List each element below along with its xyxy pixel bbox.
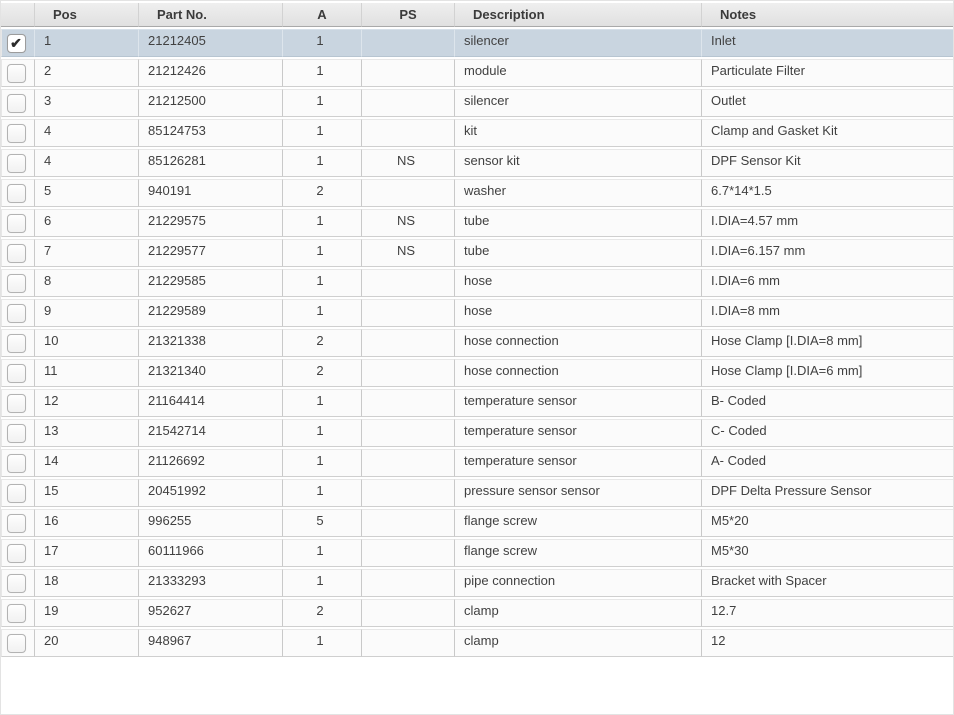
cell-ps [361,569,454,597]
cell-pos: 7 [34,239,138,267]
cell-pos: 19 [34,599,138,627]
cell-a: 2 [282,329,361,357]
cell-pos: 14 [34,449,138,477]
cell-notes: 12 [701,629,954,657]
header-a: A [282,3,361,27]
row-checkbox[interactable] [7,484,26,503]
cell-part-no: 21212426 [138,59,282,87]
checkbox-cell [1,389,34,417]
cell-ps [361,29,454,57]
row-checkbox[interactable] [7,634,26,653]
cell-description: hose connection [454,329,701,357]
cell-ps: NS [361,239,454,267]
cell-part-no: 21212405 [138,29,282,57]
cell-ps: NS [361,149,454,177]
row-checkbox[interactable] [7,244,26,263]
cell-ps [361,599,454,627]
cell-description: tube [454,239,701,267]
cell-notes: Outlet [701,89,954,117]
header-pos: Pos [34,3,138,27]
checkbox-cell [1,629,34,657]
row-checkbox[interactable] [7,514,26,533]
cell-notes: Hose Clamp [I.DIA=8 mm] [701,329,954,357]
cell-ps [361,389,454,417]
table-row[interactable] [1,89,954,117]
cell-pos: 15 [34,479,138,507]
checkbox-cell [1,89,34,117]
table-row[interactable] [1,179,954,207]
cell-part-no: 20451992 [138,479,282,507]
cell-ps [361,299,454,327]
cell-notes: DPF Sensor Kit [701,149,954,177]
cell-part-no: 940191 [138,179,282,207]
table-row[interactable] [1,209,954,237]
cell-part-no: 85126281 [138,149,282,177]
cell-pos: 5 [34,179,138,207]
cell-ps [361,119,454,147]
cell-ps [361,449,454,477]
row-checkbox[interactable] [7,544,26,563]
cell-part-no: 21164414 [138,389,282,417]
cell-notes: I.DIA=8 mm [701,299,954,327]
cell-description: hose [454,299,701,327]
table-body [1,29,954,657]
cell-description: temperature sensor [454,389,701,417]
cell-a: 1 [282,119,361,147]
cell-description: flange screw [454,509,701,537]
cell-a: 1 [282,419,361,447]
cell-description: hose [454,269,701,297]
cell-a: 1 [282,479,361,507]
checkbox-cell [1,119,34,147]
cell-a: 2 [282,359,361,387]
cell-notes: 12.7 [701,599,954,627]
cell-notes: Inlet [701,29,954,57]
table-row[interactable] [1,509,954,537]
checkbox-cell [1,359,34,387]
checkbox-cell [1,569,34,597]
header-part-no: Part No. [138,3,282,27]
header-description: Description [454,3,701,27]
cell-ps [361,59,454,87]
parts-table [1,1,954,659]
row-checkbox[interactable]: ✔ [7,34,26,53]
table-row[interactable] [1,479,954,507]
table-row[interactable] [1,269,954,297]
row-checkbox[interactable] [7,154,26,173]
cell-notes: Particulate Filter [701,59,954,87]
cell-a: 1 [282,629,361,657]
cell-a: 5 [282,509,361,537]
cell-ps [361,329,454,357]
header-notes: Notes [701,3,954,27]
cell-notes: Bracket with Spacer [701,569,954,597]
table-row[interactable] [1,539,954,567]
row-checkbox[interactable] [7,454,26,473]
checkbox-cell [1,59,34,87]
cell-notes: Clamp and Gasket Kit [701,119,954,147]
cell-part-no: 21229589 [138,299,282,327]
cell-pos: 4 [34,119,138,147]
checkbox-cell [1,209,34,237]
cell-notes: I.DIA=6.157 mm [701,239,954,267]
checkbox-cell [1,479,34,507]
cell-notes: I.DIA=6 mm [701,269,954,297]
checkbox-cell [1,149,34,177]
cell-pos: 1 [34,29,138,57]
cell-pos: 2 [34,59,138,87]
cell-description: flange screw [454,539,701,567]
cell-pos: 18 [34,569,138,597]
table-header-row [1,3,954,27]
cell-a: 1 [282,149,361,177]
cell-part-no: 21321340 [138,359,282,387]
cell-description: temperature sensor [454,449,701,477]
cell-a: 1 [282,449,361,477]
table-row[interactable] [1,389,954,417]
cell-part-no: 21229577 [138,239,282,267]
cell-notes: 6.7*14*1.5 [701,179,954,207]
cell-description: sensor kit [454,149,701,177]
checkbox-cell [1,269,34,297]
cell-a: 2 [282,179,361,207]
cell-part-no: 21321338 [138,329,282,357]
cell-pos: 20 [34,629,138,657]
cell-ps [361,509,454,537]
row-checkbox[interactable] [7,604,26,623]
cell-a: 1 [282,89,361,117]
checkbox-cell [1,299,34,327]
cell-part-no: 21229585 [138,269,282,297]
cell-notes: DPF Delta Pressure Sensor [701,479,954,507]
cell-pos: 17 [34,539,138,567]
table-row[interactable] [1,599,954,627]
cell-ps [361,629,454,657]
table-row[interactable] [1,239,954,267]
cell-ps [361,89,454,117]
checkbox-cell [1,329,34,357]
table-row[interactable] [1,329,954,357]
row-checkbox[interactable] [7,274,26,293]
checkbox-cell [1,419,34,447]
row-checkbox[interactable] [7,394,26,413]
cell-pos: 3 [34,89,138,117]
cell-notes: B- Coded [701,389,954,417]
row-checkbox[interactable] [7,364,26,383]
cell-description: module [454,59,701,87]
row-checkbox[interactable] [7,64,26,83]
cell-a: 1 [282,209,361,237]
checkbox-cell [1,449,34,477]
table-row[interactable] [1,449,954,477]
header-checkbox-col [1,3,34,27]
cell-ps [361,479,454,507]
cell-part-no: 21212500 [138,89,282,117]
cell-a: 1 [282,299,361,327]
row-checkbox[interactable] [7,214,26,233]
row-checkbox[interactable] [7,424,26,443]
cell-part-no: 21333293 [138,569,282,597]
table-row[interactable] [1,29,954,57]
cell-description: silencer [454,29,701,57]
cell-part-no: 952627 [138,599,282,627]
cell-ps [361,419,454,447]
cell-description: hose connection [454,359,701,387]
cell-part-no: 85124753 [138,119,282,147]
cell-a: 1 [282,59,361,87]
cell-pos: 10 [34,329,138,357]
row-checkbox[interactable] [7,574,26,593]
cell-ps: NS [361,209,454,237]
cell-a: 1 [282,239,361,267]
cell-pos: 8 [34,269,138,297]
cell-description: silencer [454,89,701,117]
cell-description: tube [454,209,701,237]
cell-part-no: 21126692 [138,449,282,477]
cell-pos: 11 [34,359,138,387]
cell-a: 1 [282,569,361,597]
row-checkbox[interactable] [7,124,26,143]
cell-pos: 9 [34,299,138,327]
header-ps: PS [361,3,454,27]
table-row[interactable] [1,419,954,447]
cell-notes: M5*20 [701,509,954,537]
checkbox-cell [1,539,34,567]
cell-notes: C- Coded [701,419,954,447]
cell-description: temperature sensor [454,419,701,447]
table-row[interactable] [1,149,954,177]
checkbox-cell [1,29,34,57]
cell-ps [361,269,454,297]
cell-pos: 6 [34,209,138,237]
cell-notes: I.DIA=4.57 mm [701,209,954,237]
cell-pos: 13 [34,419,138,447]
cell-part-no: 21229575 [138,209,282,237]
cell-description: clamp [454,629,701,657]
checkbox-cell [1,509,34,537]
row-checkbox[interactable] [7,304,26,323]
cell-description: kit [454,119,701,147]
cell-description: clamp [454,599,701,627]
cell-description: washer [454,179,701,207]
checkbox-cell [1,179,34,207]
cell-pos: 12 [34,389,138,417]
cell-ps [361,539,454,567]
table-row[interactable] [1,569,954,597]
cell-description: pressure sensor sensor [454,479,701,507]
table-row[interactable] [1,119,954,147]
cell-a: 1 [282,389,361,417]
table-row[interactable] [1,629,954,657]
row-checkbox[interactable] [7,184,26,203]
cell-notes: A- Coded [701,449,954,477]
cell-pos: 4 [34,149,138,177]
cell-notes: M5*30 [701,539,954,567]
checkbox-cell [1,239,34,267]
cell-part-no: 996255 [138,509,282,537]
cell-description: pipe connection [454,569,701,597]
cell-part-no: 21542714 [138,419,282,447]
cell-a: 1 [282,539,361,567]
row-checkbox[interactable] [7,334,26,353]
cell-a: 2 [282,599,361,627]
cell-part-no: 948967 [138,629,282,657]
table-row[interactable] [1,299,954,327]
cell-part-no: 60111966 [138,539,282,567]
checkbox-cell [1,599,34,627]
cell-a: 1 [282,29,361,57]
cell-ps [361,359,454,387]
cell-ps [361,179,454,207]
cell-pos: 16 [34,509,138,537]
cell-a: 1 [282,269,361,297]
row-checkbox[interactable] [7,94,26,113]
table-row[interactable] [1,359,954,387]
table-row[interactable] [1,59,954,87]
cell-notes: Hose Clamp [I.DIA=6 mm] [701,359,954,387]
